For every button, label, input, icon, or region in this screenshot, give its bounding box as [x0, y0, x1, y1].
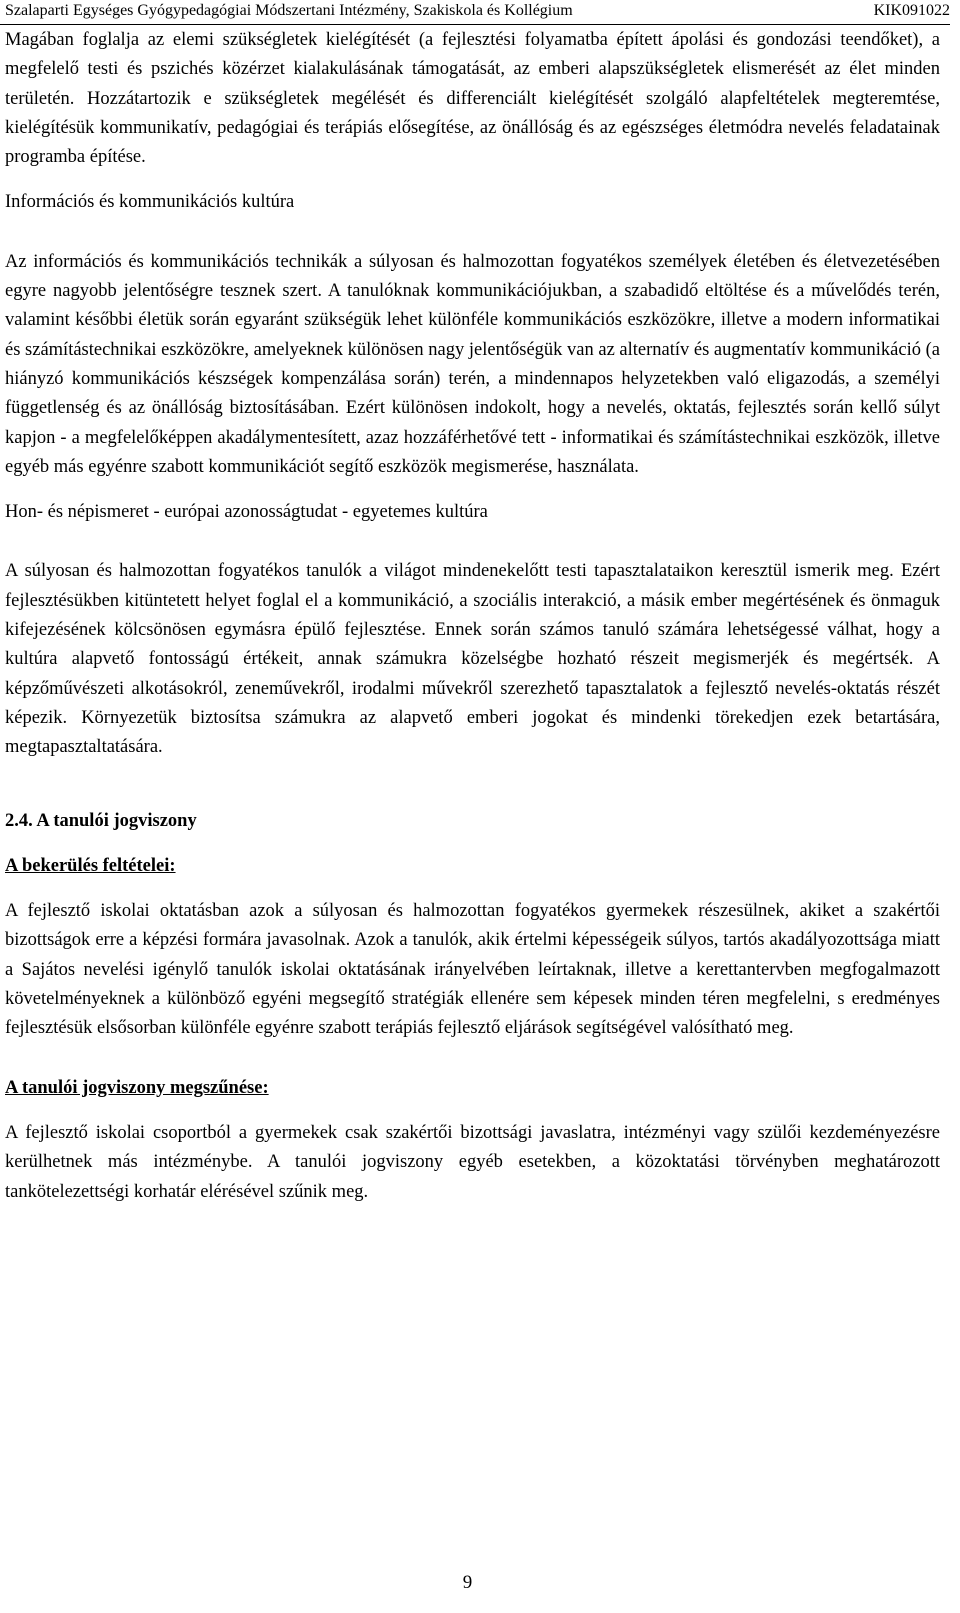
page-number: 9 — [462, 1572, 473, 1593]
section-heading-culture: Hon- és népismeret - európai azonosságtudat - egyetemes kultúra — [5, 502, 488, 523]
section-heading-ict: Információs és kommunikációs kultúra — [5, 192, 295, 213]
termination-heading: A tanulói jogviszony megszűnése: — [5, 1077, 269, 1098]
page-header — [0, 0, 950, 25]
section-paragraph-ict: Az információs és kommunikációs technikák a súlyosan és halmozottan fogyatékos személyek életében és életvezetésében egyre nagyobb jelentőségre tesznek szert. A tanulóknak kommunikációjukban, a szabadidő eltöltése és a művelődés terén, valamint későbbi életük során egyaránt szükségük lehet különféle kommunikációs eszközökre, illetve a modern informatikai és számítástechnikai eszközökre, amelyeknek különösen nagy jelentőségük van az alternatív és augmentatív kommunikáció (a hiányzó kommunikációs készségek kompenzálása során) terén, a mindennapos helyzetekben való eligazodás, a személyi függetlenség és az önállóság biztosításában. Ezért különösen indokolt, hogy a nevelés, oktatás, fejlesztés során kellő súlyt kapjon - a megfelelőképpen akadálymentesített, azaz hozzáférhetővé tett - informatikai és számítástechnikai eszközök, illetve egyéb más egyénre szabott kommunikációt segítő eszközök megismerése, használata. — [5, 251, 940, 477]
section-paragraph-culture: A súlyosan és halmozottan fogyatékos tanulók a világot mindenekelőtt testi tapasztalataikon keresztül ismerik meg. Ezért fejlesztésükben kitüntetett helyet foglal el a kommunikáció, a szociális interakció, a másik ember megértésének és önmaguk kifejezésének kölcsönösen egymásra épülő fejlesztése. Ennek során számos tanuló számára lehetségessé válhat, hogy a kultúra alapvető fontosságú értékeit, annak számukra közelségbe hozható részeit megismerjék és megértsék. A képzőművészeti alkotásokról, zeneművekről, irodalmi művekről szerezhető tapasztalatok a fejlesztő nevelés-oktatás részét képezik. Környezetük biztosítsa számukra az alapvető emberi jogokat és mindenki törekedjen ezek betartására, megtapasztaltatására. — [5, 561, 940, 758]
intro-paragraph: Magában foglalja az elemi szükségletek kielégítését (a fejlesztési folyamatba épített ápolási és gondozási teendőket), a megfelelő testi és pszichés közérzet kialakulásának támogatását, az emberi alapszükségletek elismerését az élet minden területén. Hozzátartozik e szükségletek megélését és differenciált kielégítését szolgáló alapfeltételek megteremtése, kielégítésük kommunikatív, pedagógiai és terápiás elősegítése, az önállóság és az egészséges életmódra nevelés feladatainak programba építése. — [5, 30, 940, 168]
page-content — [5, 26, 940, 1207]
termination-paragraph: A fejlesztő iskolai csoportból a gyermekek csak szakértői bizottsági javaslatra, intézményi vagy szülői kezdeményezésre kerülhetnek más intézménybe. A tanulói jogviszony egyéb esetekben, a közoktatási törvényben meghatározott tankötelezettségi korhatár elérésével szűnik meg. — [5, 1122, 940, 1202]
header-institution: Szalaparti Egységes Gyógypedagógiai Módszertani Intézmény, Szakiskola és Kollégium — [5, 2, 573, 19]
header-document-code: KIK091022 — [873, 2, 950, 19]
section-title-2-4: 2.4. A tanulói jogviszony — [5, 810, 197, 831]
admission-paragraph: A fejlesztő iskolai oktatásban azok a súlyosan és halmozottan fogyatékos gyermekek részesülnek, akiket a szakértői bizottságok erre a képzési formára javasolnak. Azok a tanulók, akik értelmi képességeik súlyos, tartós akadályozottsága miatt a Sajátos nevelési igénylő tanulók iskolai oktatásának irányelvében leírtaknak, illetve a kerettantervben megfogalmazott követelményeknek a különböző egyéni megsegítő stratégiák ellenére sem képesek minden téren megfelelni, s eredményes fejlesztésük elsősorban különféle egyénre szabott terápiás fejlesztő eljárások segítségével valósítható meg. — [5, 901, 940, 1039]
admission-heading: A bekerülés feltételei: — [5, 855, 176, 876]
